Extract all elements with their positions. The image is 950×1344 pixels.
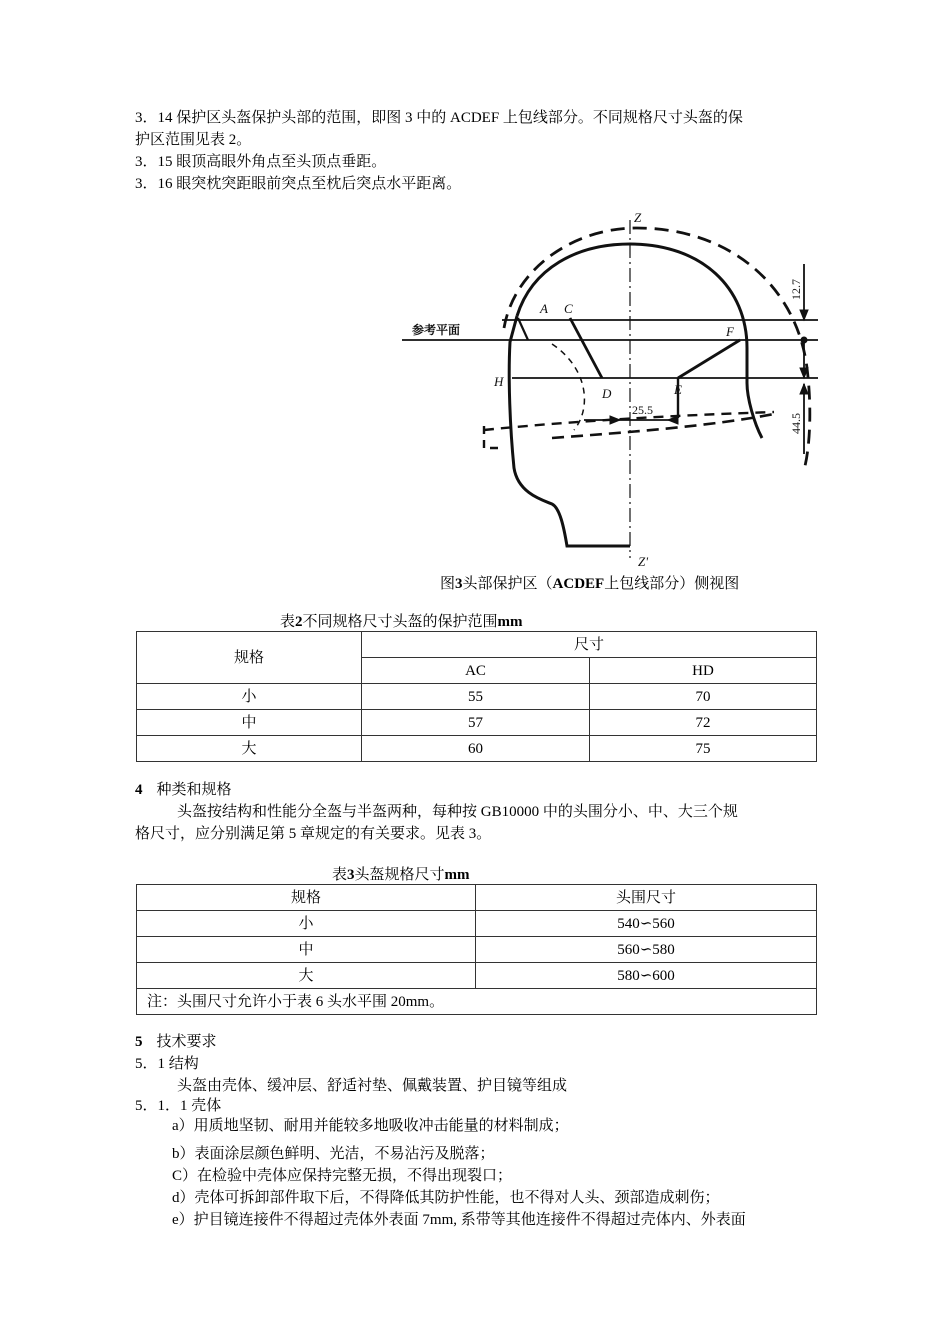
table-3-title [332,865,470,885]
label-d: D [602,386,612,401]
table-3-spec-cell: 大 [137,963,476,989]
helmet-outline-dashed [504,228,810,470]
dim-44-5-arrow [800,384,808,394]
label-z: Z [634,210,642,225]
section-4-title: 种类和规格 [156,782,232,798]
table-2-title-prefix: 表 [280,614,296,630]
section-4-heading [135,780,232,800]
label-dim-25-5: 25.5 [632,403,653,417]
table-2-spec-cell: 大 [137,736,362,762]
clause-3-14-line2: 护区范围见表 2。 [135,132,252,148]
figure-caption-end: 上包线部分）侧视图 [604,576,740,592]
item-b: b）表面涂层颜色鲜明、光洁，不易沾污及脱落； [172,1146,495,1162]
clause-3-15: 3．15 眼顶高眼外角点至头顶点垂距。 [135,154,387,170]
table-2-head-hd: HD [590,658,817,684]
item-c: C）在检验中壳体应保持完整无损，不得出现裂口； [172,1168,513,1184]
table-2-ac-cell: 55 [362,684,590,710]
section-5-title: 技术要求 [156,1034,217,1050]
table-2-title-unit: mm [497,614,523,630]
item-d: d）壳体可拆卸部件取下后，不得降低其防护性能，也不得对人头、颈部造成刺伤； [172,1190,720,1206]
table-2-spec-cell: 中 [137,710,362,736]
section-4-para-line2: 格尺寸，应分别满足第 5 章规定的有关要求。见表 3。 [135,826,492,842]
dim-ref-point [801,337,807,343]
item-e: e）护目镜连接件不得超过壳体外表面 7mm, 系带等其他连接件不得超过壳体内、外表面 [172,1212,746,1228]
dim-25-5-arrow-left [610,416,620,424]
table-row [137,937,817,963]
table-3-spec-cell: 中 [137,937,476,963]
label-f: F [726,324,734,339]
e-f-line [678,340,740,378]
section-5-number: 5 [135,1034,143,1050]
table-3-head-spec: 规格 [137,885,476,911]
dim-12-7-arrow [800,310,808,320]
figure-caption-prefix: 图 [440,576,456,592]
table-3-circ-cell: 560∽580 [476,937,817,963]
label-dim-12-7: 12.7 [789,279,803,300]
table-row [137,911,817,937]
table-row [137,736,817,762]
a-boundary [518,318,528,340]
label-h: H [494,374,504,389]
table-3-title-number: 3 [347,867,355,883]
table-3-title-text: 头盔规格尺寸 [354,867,445,883]
table-row [137,684,817,710]
head-diagram-svg [402,208,818,568]
table-3-circ-cell: 580∽600 [476,963,817,989]
table-2-title-number: 2 [295,614,303,630]
table-3-spec-cell: 小 [137,911,476,937]
figure-caption-number: 3 [455,576,463,592]
figure-caption-mid: 头部保护区（ [462,576,553,592]
figure-caption-bold: ACDEF [552,576,605,592]
clause-3-16: 3．16 眼突枕突距眼前突点至枕后突点水平距离。 [135,176,462,192]
section-5-heading [135,1032,217,1052]
table-2-hd-cell: 72 [590,710,817,736]
table-2-ac-cell: 57 [362,710,590,736]
item-a: a）用质地坚韧、耐用并能较多地吸收冲击能量的材料制成； [172,1118,569,1134]
section-4-number: 4 [135,782,143,798]
table-2-ac-cell: 60 [362,736,590,762]
table-3-title-prefix: 表 [332,867,348,883]
table-3-title-unit: mm [444,867,470,883]
table-2-spec-cell: 小 [137,684,362,710]
c-d-line [570,318,602,378]
table-2-title [280,612,523,632]
visor-dashed [552,344,584,430]
head-protection-zone-figure [402,208,818,568]
clause-5-1-text: 头盔由壳体、缓冲层、舒适衬垫、佩戴装置、护目镜等组成 [177,1078,568,1094]
table-3-head-circ: 头围尺寸 [476,885,817,911]
table-2-head-spec: 规格 [137,632,362,684]
table-row [137,963,817,989]
label-a: A [540,301,548,316]
clause-5-1-1: 5．1．1 壳体 [135,1098,222,1114]
table-2-head-size: 尺寸 [362,632,817,658]
head-outline-face [509,316,630,546]
clause-3-14-line1: 3．14 保护区头盔保护头部的范围，即图 3 中的 ACDEF 上包线部分。不同规格尺寸头盔的保 [135,110,743,126]
table-2-hd-cell: 70 [590,684,817,710]
table-2-head-ac: AC [362,658,590,684]
section-4-para-line1: 头盔按结构和性能分全盔与半盔两种，每种按 GB10000 中的头围分小、中、大三个规 [177,804,738,820]
table-row [137,710,817,736]
table-2-hd-cell: 75 [590,736,817,762]
table-3-circ-cell: 540∽560 [476,911,817,937]
label-dim-44-5: 44.5 [789,413,803,434]
label-z-prime: Z' [638,554,649,568]
clause-5-1: 5．1 结构 [135,1056,199,1072]
table-2-title-text: 不同规格尺寸头盔的保护范围 [302,614,498,630]
table-2 [136,631,817,762]
table-3 [136,884,817,1015]
label-c: C [564,301,573,316]
table-3-note: 注：头围尺寸允许小于表 6 头水平围 20mm。 [137,989,817,1015]
label-reference-plane: 参考平面 [412,323,461,337]
figure-3-caption [440,574,739,594]
label-e: E [674,382,682,397]
